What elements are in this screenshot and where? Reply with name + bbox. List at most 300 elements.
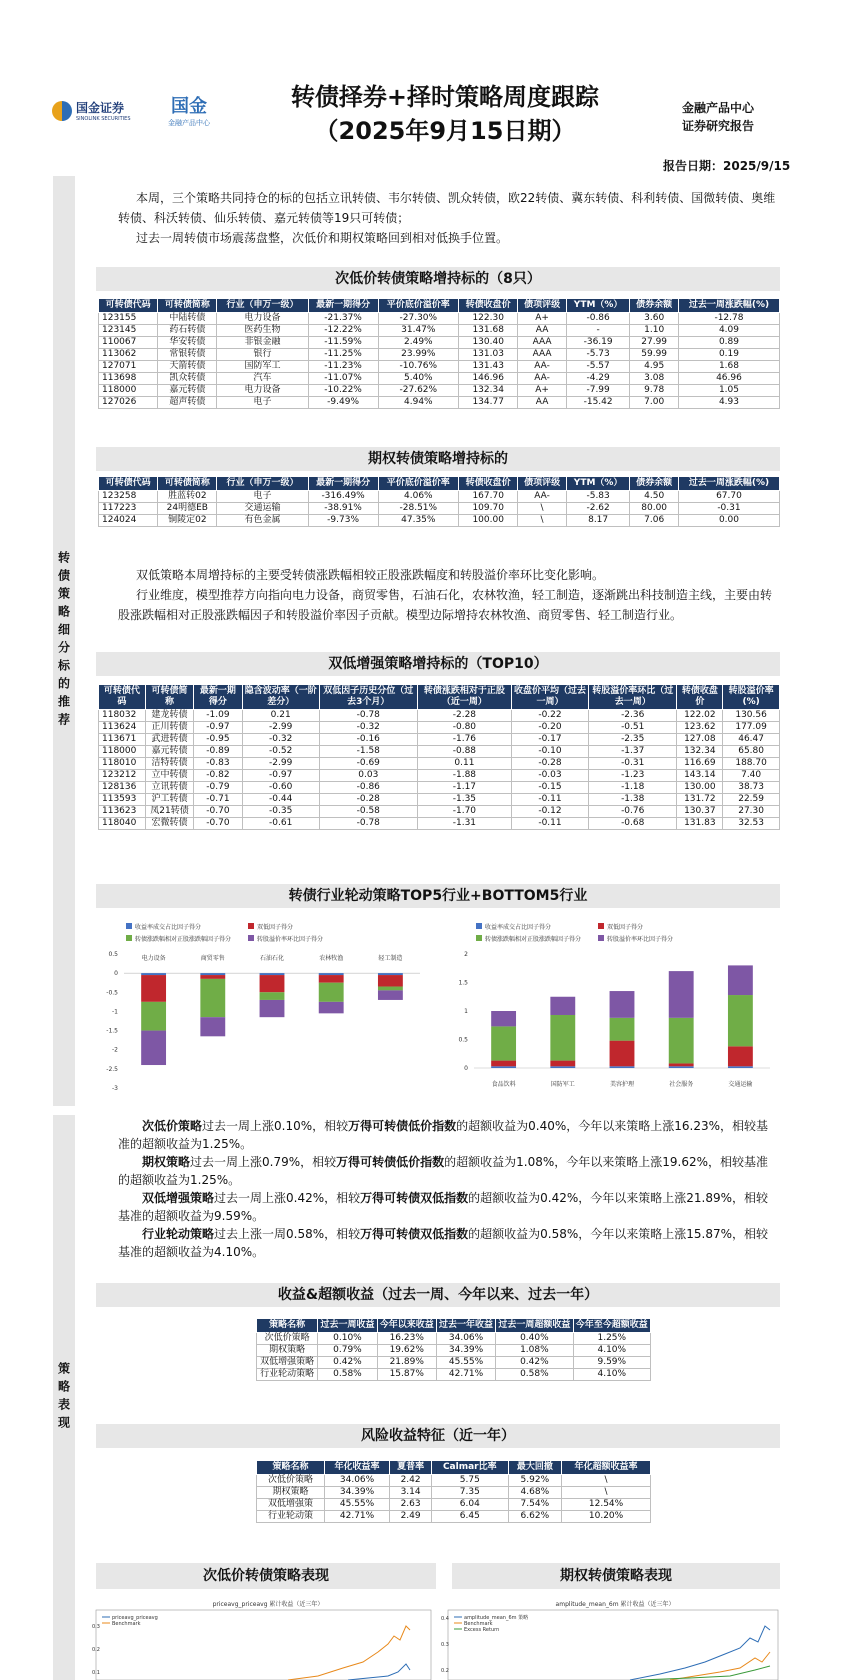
table-cell: -0.60	[242, 782, 319, 794]
table-cell: -1.35	[417, 794, 511, 806]
table-cell: 天箭转债	[158, 361, 217, 373]
category-label: 商贸零售	[200, 955, 225, 962]
table-cell: 24明德EB	[158, 503, 217, 515]
sec3-col-header: 双低因子历史分位（过去3个月）	[319, 685, 417, 710]
amplitude-chart-title: amplitude_mean_6m 累计收益（近三年）	[555, 1601, 675, 1608]
table-cell: 华安转债	[158, 337, 217, 349]
table-cell: 沪工转债	[145, 794, 193, 806]
bar-segment	[669, 1066, 694, 1068]
table-cell: -5.57	[566, 361, 630, 373]
legend-swatch	[126, 935, 132, 941]
sec3-col-header: 转股溢价率环比（过去一周）	[589, 685, 677, 710]
table-cell: 38.73	[723, 782, 780, 794]
table-cell: -1.76	[417, 734, 511, 746]
table-row	[99, 758, 780, 770]
table-cell: 期权策略	[257, 1487, 325, 1499]
legend-label: 收益率成交占比因子得分	[135, 924, 202, 931]
product-center-logo	[168, 92, 210, 128]
legend-swatch	[476, 935, 482, 941]
perf-p1-text: 过去一周上涨0.10%，相较	[202, 1119, 349, 1133]
table-cell: 双低增强策	[257, 1499, 325, 1511]
sec1-col-header: 可转债代码	[99, 299, 158, 313]
table-cell: 118010	[99, 758, 146, 770]
table-cell: 123.62	[677, 722, 723, 734]
logo-left-en: SINOLINK SECURITIES	[76, 116, 131, 122]
table-cell: 2.42	[390, 1475, 432, 1487]
table-cell: 常银转债	[158, 349, 217, 361]
table-cell: -1.31	[417, 818, 511, 830]
sec2-table	[98, 476, 780, 527]
sec3-table	[98, 684, 780, 830]
table-cell: 23.99%	[378, 349, 459, 361]
bar-segment	[610, 1066, 635, 1068]
table-cell: \	[518, 515, 567, 527]
table-cell: -0.32	[319, 722, 417, 734]
table-cell: \	[562, 1475, 651, 1487]
table-cell: A+	[518, 313, 567, 325]
table-cell: -2.99	[242, 758, 319, 770]
table-cell: 123145	[99, 325, 158, 337]
table-cell: 127.08	[677, 734, 723, 746]
table-cell: 4.94%	[378, 397, 459, 409]
table-cell: 118000	[99, 746, 146, 758]
y-tick-label: -2.5	[106, 1065, 118, 1073]
sec2-col-header: YTM（%）	[566, 477, 630, 491]
table-cell: 4.06%	[378, 491, 459, 503]
intro-p2: 过去一周转债市场震荡盘整，次低价和期权策略回到相对低换手位置。	[136, 231, 509, 245]
table-cell: 1.08%	[496, 1345, 573, 1357]
bar-segment	[378, 975, 403, 986]
table-cell: 4.09	[678, 325, 779, 337]
table-cell: 0.79%	[318, 1345, 377, 1357]
table-cell: 131.72	[677, 794, 723, 806]
table-cell: -0.78	[319, 818, 417, 830]
sec1-col-header: 平价底价溢价率	[378, 299, 459, 313]
table-cell: 127071	[99, 361, 158, 373]
table-cell: 46.47	[723, 734, 780, 746]
perf-text	[118, 1117, 778, 1261]
table-cell: 31.47%	[378, 325, 459, 337]
table-cell: -7.99	[566, 385, 630, 397]
table-cell: 47.35%	[378, 515, 459, 527]
legend-swatch	[598, 935, 604, 941]
legend-swatch	[126, 923, 132, 929]
table-cell: -0.88	[417, 746, 511, 758]
table-cell: 3.08	[630, 373, 679, 385]
table-cell: 6.62%	[508, 1511, 562, 1523]
table-cell: 洁特转债	[145, 758, 193, 770]
top5-chart	[98, 918, 428, 1098]
table-cell: -10.22%	[308, 385, 378, 397]
sec3-col-header: 收盘价平均（过去一周）	[511, 685, 588, 710]
table-cell: -11.23%	[308, 361, 378, 373]
sec5-col-header: 策略名称	[257, 1319, 318, 1333]
table-cell: 7.40	[723, 770, 780, 782]
table-cell: 22.59	[723, 794, 780, 806]
sec2-col-header: 行业（申万一级）	[217, 477, 308, 491]
table-cell: 118040	[99, 818, 146, 830]
table-cell: -0.11	[511, 794, 588, 806]
table-cell: AAA	[518, 349, 567, 361]
bar-segment	[141, 973, 166, 975]
table-cell: 0.00	[678, 515, 779, 527]
bar-segment	[319, 983, 344, 1002]
table-cell: -0.03	[511, 770, 588, 782]
bar-segment	[141, 1002, 166, 1031]
amplitude-legend-benchmark: Benchmark	[464, 1621, 493, 1627]
table-cell: -1.23	[589, 770, 677, 782]
table-cell: 次低价策略	[257, 1333, 318, 1345]
table-cell: 0.58%	[318, 1369, 377, 1381]
table-cell: 0.03	[319, 770, 417, 782]
table-cell: 5.40%	[378, 373, 459, 385]
table-cell: 109.70	[459, 503, 518, 515]
amplitude-ytick-0: 0.4	[441, 1616, 449, 1622]
table-cell: 6.04	[432, 1499, 509, 1511]
legend-label: 转股溢价率环比因子得分	[257, 936, 324, 943]
table-cell: -0.97	[194, 722, 243, 734]
table-row	[99, 337, 780, 349]
table-row	[257, 1487, 651, 1499]
sec3-body	[99, 710, 780, 830]
table-cell: 110067	[99, 337, 158, 349]
perf-p2-strategy: 期权策略	[142, 1155, 191, 1169]
legend-label: 收益率成交占比因子得分	[485, 924, 552, 931]
sec2-title: 期权转债策略增持标的	[96, 447, 780, 471]
table-cell: -0.78	[319, 710, 417, 722]
table-cell: 15.87%	[377, 1369, 436, 1381]
table-cell: 9.59%	[573, 1357, 650, 1369]
table-cell: 131.03	[459, 349, 518, 361]
table-cell: -12.22%	[308, 325, 378, 337]
table-cell: 122.02	[677, 710, 723, 722]
table-cell: 10.20%	[562, 1511, 651, 1523]
table-cell: 46.96	[678, 373, 779, 385]
table-cell: 药石转债	[158, 325, 217, 337]
perf-p4-strategy: 行业轮动策略	[142, 1227, 215, 1241]
table-cell: 131.43	[459, 361, 518, 373]
sec2-col-header: 转债收盘价	[459, 477, 518, 491]
table-cell: 嘉元转债	[145, 746, 193, 758]
perf-p2-text: 过去一周上涨0.79%，相较	[190, 1155, 337, 1169]
table-cell: 131.83	[677, 818, 723, 830]
logo-mid-cn: 国金	[171, 96, 207, 117]
sec6-col-header: 最大回撤	[508, 1461, 562, 1475]
sec6-col-header: 策略名称	[257, 1461, 325, 1475]
table-cell: 113624	[99, 722, 146, 734]
sec1-body	[99, 313, 780, 409]
table-cell: 建龙转债	[145, 710, 193, 722]
table-cell: 8.17	[566, 515, 630, 527]
table-cell: 2.49%	[378, 337, 459, 349]
table-cell: -0.52	[242, 746, 319, 758]
sec5-col-header: 今年至今超额收益	[573, 1319, 650, 1333]
table-cell: -0.89	[194, 746, 243, 758]
table-cell: -0.69	[319, 758, 417, 770]
priceavg-ytick-1: 0.2	[92, 1647, 100, 1653]
table-cell: -4.29	[566, 373, 630, 385]
table-cell: AAA	[518, 337, 567, 349]
table-cell: -2.62	[566, 503, 630, 515]
table-cell: 2.63	[390, 1499, 432, 1511]
table-cell: 117223	[99, 503, 158, 515]
table-cell: -12.78	[678, 313, 779, 325]
table-cell: 7.06	[630, 515, 679, 527]
report-title	[250, 80, 640, 148]
sec3-col-header: 最新一期得分	[194, 685, 243, 710]
perf-p2	[118, 1153, 778, 1189]
table-cell: 9.78	[630, 385, 679, 397]
sec3-col-header: 可转债简称	[145, 685, 193, 710]
sec5-table	[256, 1318, 651, 1381]
amplitude-line-chart	[440, 1596, 785, 1680]
bar-segment	[200, 975, 225, 979]
bar-segment	[141, 975, 166, 1002]
legend-label: 双低因子得分	[607, 924, 644, 931]
table-cell: AA-	[518, 491, 567, 503]
table-cell: 0.42%	[318, 1357, 377, 1369]
y-tick-label: 2	[464, 951, 468, 958]
bar-segment	[669, 1018, 694, 1064]
priceavg-ytick-2: 0.1	[92, 1670, 100, 1676]
table-cell: -0.16	[319, 734, 417, 746]
category-label: 农林牧渔	[319, 955, 344, 962]
amplitude-excess-line	[640, 1666, 770, 1680]
table-row	[99, 491, 780, 503]
perf-p3	[118, 1189, 778, 1225]
table-cell: 宏微转债	[145, 818, 193, 830]
table-cell: 银行	[217, 349, 308, 361]
org-line1: 金融产品中心	[682, 101, 755, 115]
table-cell: 0.10%	[318, 1333, 377, 1345]
table-cell: -1.09	[194, 710, 243, 722]
sec1-header-row	[99, 299, 780, 313]
table-cell: -0.28	[511, 758, 588, 770]
table-cell: -5.73	[566, 349, 630, 361]
amplitude-ytick-2: 0.2	[441, 1668, 449, 1674]
y-tick-label: -2	[112, 1046, 118, 1054]
sec1-col-header: YTM（%）	[566, 299, 630, 313]
table-cell: 4.68%	[508, 1487, 562, 1499]
sec2-col-header: 平价底价溢价率	[378, 477, 459, 491]
table-cell: -	[566, 325, 630, 337]
table-cell: -0.20	[511, 722, 588, 734]
table-cell: 电力设备	[217, 313, 308, 325]
sec6-col-header: 年化收益率	[324, 1461, 389, 1475]
table-cell: 45.55%	[436, 1357, 495, 1369]
category-label: 美容护理	[609, 1081, 635, 1088]
table-cell: 次低价策略	[257, 1475, 325, 1487]
table-cell: -0.97	[242, 770, 319, 782]
table-cell: 行业轮动策	[257, 1511, 325, 1523]
table-cell: 非银金融	[217, 337, 308, 349]
perf-p4-rest: 的超额收益为0.58%，今年以来策略上涨15.87%，相较基准的超额收益为4.10%。	[118, 1227, 769, 1259]
perf-p1-strategy: 次低价策略	[142, 1119, 203, 1133]
sec3-title: 双低增强策略增持标的（TOP10）	[96, 652, 780, 676]
table-cell: -1.38	[589, 794, 677, 806]
table-row	[257, 1475, 651, 1487]
table-cell: -5.83	[566, 491, 630, 503]
table-cell: 7.00	[630, 397, 679, 409]
table-cell: 130.40	[459, 337, 518, 349]
bar-segment	[260, 1000, 285, 1017]
title-line1: 转债择券+择时策略周度跟踪	[290, 83, 600, 111]
bar-segment	[669, 971, 694, 1018]
side-label-recommend: 转债策略细分标的推荐	[53, 176, 75, 1106]
table-cell: -0.31	[678, 503, 779, 515]
table-cell: 128136	[99, 782, 146, 794]
org-block	[682, 99, 754, 135]
table-cell: -27.62%	[378, 385, 459, 397]
table-row	[99, 770, 780, 782]
table-cell: 立讯转债	[145, 782, 193, 794]
sec6-col-header: 年化超额收益率	[562, 1461, 651, 1475]
table-cell: -2.28	[417, 710, 511, 722]
sec5-col-header: 过去一周收益	[318, 1319, 377, 1333]
table-cell: -0.28	[319, 794, 417, 806]
table-cell: -1.17	[417, 782, 511, 794]
logo-left-cn: 国金证券	[76, 101, 125, 115]
table-cell: -1.70	[417, 806, 511, 818]
table-cell: 1.25%	[573, 1333, 650, 1345]
legend-swatch	[476, 923, 482, 929]
table-cell: 118032	[99, 710, 146, 722]
table-cell: 113698	[99, 373, 158, 385]
table-cell: 146.96	[459, 373, 518, 385]
table-cell: -15.42	[566, 397, 630, 409]
bar-segment	[728, 1066, 753, 1068]
y-tick-label: 0.5	[108, 951, 118, 958]
table-cell: -2.36	[589, 710, 677, 722]
bar-segment	[491, 1011, 516, 1026]
category-label: 石油石化	[259, 955, 285, 962]
table-cell: 27.30	[723, 806, 780, 818]
table-row	[99, 794, 780, 806]
table-cell: 34.06%	[436, 1333, 495, 1345]
bar-segment	[610, 1041, 635, 1067]
table-row	[99, 722, 780, 734]
table-cell: -10.76%	[378, 361, 459, 373]
table-cell: -0.44	[242, 794, 319, 806]
table-cell: 118000	[99, 385, 158, 397]
sec5-col-header: 今年以来收益	[377, 1319, 436, 1333]
table-row	[257, 1369, 651, 1381]
title-line2: （2025年9月15日期）	[314, 117, 576, 145]
table-cell: 113593	[99, 794, 146, 806]
table-cell: A+	[518, 385, 567, 397]
table-cell: 超声转债	[158, 397, 217, 409]
org-line2: 证券研究报告	[682, 119, 755, 133]
perf-p4-text: 过去上涨一周0.58%，相较	[214, 1227, 361, 1241]
table-cell: 16.23%	[377, 1333, 436, 1345]
category-label: 轻工制造	[378, 955, 403, 962]
table-row	[257, 1345, 651, 1357]
table-cell: AA	[518, 325, 567, 337]
y-tick-label: 0	[114, 970, 118, 978]
table-row	[99, 325, 780, 337]
table-cell: 4.95	[630, 361, 679, 373]
sec2-col-header: 债项评级	[518, 477, 567, 491]
table-cell: -1.58	[319, 746, 417, 758]
table-cell: -1.88	[417, 770, 511, 782]
legend-label: 转债涨跌幅相对正股涨跌幅因子得分	[485, 936, 582, 943]
table-cell: -0.95	[194, 734, 243, 746]
bar-segment	[260, 992, 285, 1000]
table-cell: 铜陵定02	[158, 515, 217, 527]
bar-segment	[669, 1063, 694, 1066]
perf-p3-rest: 的超额收益为0.42%，今年以来策略上涨21.89%，相较基准的超额收益为9.59%。	[118, 1191, 769, 1223]
legend-label: 转股溢价率环比因子得分	[607, 936, 674, 943]
sec1-col-header: 债项评级	[518, 299, 567, 313]
table-cell: 1.68	[678, 361, 779, 373]
table-cell: -28.51%	[378, 503, 459, 515]
table-cell: -0.82	[194, 770, 243, 782]
table-cell: 凯众转债	[158, 373, 217, 385]
table-cell: -0.58	[319, 806, 417, 818]
table-row	[99, 515, 780, 527]
category-label: 国防军工	[550, 1081, 575, 1088]
table-cell: -11.07%	[308, 373, 378, 385]
bar-segment	[610, 991, 635, 1018]
table-cell: \	[518, 503, 567, 515]
table-cell: -36.19	[566, 337, 630, 349]
table-cell: 0.58%	[496, 1369, 573, 1381]
sec4-title: 转债行业轮动策略TOP5行业+BOTTOM5行业	[96, 884, 780, 908]
priceavg-legend-benchmark: Benchmark	[112, 1621, 141, 1627]
bar-segment	[200, 1017, 225, 1036]
table-cell: -0.31	[589, 758, 677, 770]
category-label: 社会服务	[669, 1081, 694, 1088]
sec5-body	[257, 1333, 651, 1381]
sec1-col-header: 行业（申万一级）	[217, 299, 308, 313]
priceavg-benchmark-line	[288, 1626, 410, 1680]
y-tick-label: 0	[464, 1065, 468, 1072]
bar-segment	[550, 1066, 575, 1068]
table-cell: AA	[518, 397, 567, 409]
priceavg-strategy-line	[348, 1664, 410, 1680]
intro-p1: 本周，三个策略共同持仓的标的包括立讯转债、韦尔转债、凯众转债，欧22转债、冀东转债、科利转债、国微转债、奥维转债、科沃转债、仙乐转债、嘉元转债等19只可转债；	[118, 191, 776, 225]
perf-p2-index: 万得可转债低价指数	[336, 1155, 445, 1169]
legend-swatch	[598, 923, 604, 929]
bar-segment	[728, 1046, 753, 1066]
table-cell: 双低增强策略	[257, 1357, 318, 1369]
table-cell: -0.86	[566, 313, 630, 325]
bar-segment	[491, 1061, 516, 1067]
table-cell: 正川转债	[145, 722, 193, 734]
table-cell: -316.49%	[308, 491, 378, 503]
table-cell: 130.00	[677, 782, 723, 794]
table-cell: -2.35	[589, 734, 677, 746]
perf-p4-index: 万得可转债双低指数	[360, 1227, 469, 1241]
table-cell: -0.76	[589, 806, 677, 818]
sec5-col-header: 过去一年收益	[436, 1319, 495, 1333]
y-tick-label: -1	[112, 1008, 118, 1016]
table-cell: -0.68	[589, 818, 677, 830]
y-tick-label: 1.5	[458, 979, 468, 987]
bottom5-chart	[448, 918, 778, 1098]
table-cell: 188.70	[723, 758, 780, 770]
table-cell: 12.54%	[562, 1499, 651, 1511]
report-date: 报告日期：2025/9/15	[663, 159, 791, 173]
bar-segment	[378, 987, 403, 991]
table-cell: \	[562, 1487, 651, 1499]
table-cell: 167.70	[459, 491, 518, 503]
table-cell: 胜蓝转02	[158, 491, 217, 503]
bar-segment	[319, 973, 344, 975]
sec3-col-header: 可转债代码	[99, 685, 146, 710]
table-cell: 电力设备	[217, 385, 308, 397]
bar-segment	[550, 997, 575, 1015]
